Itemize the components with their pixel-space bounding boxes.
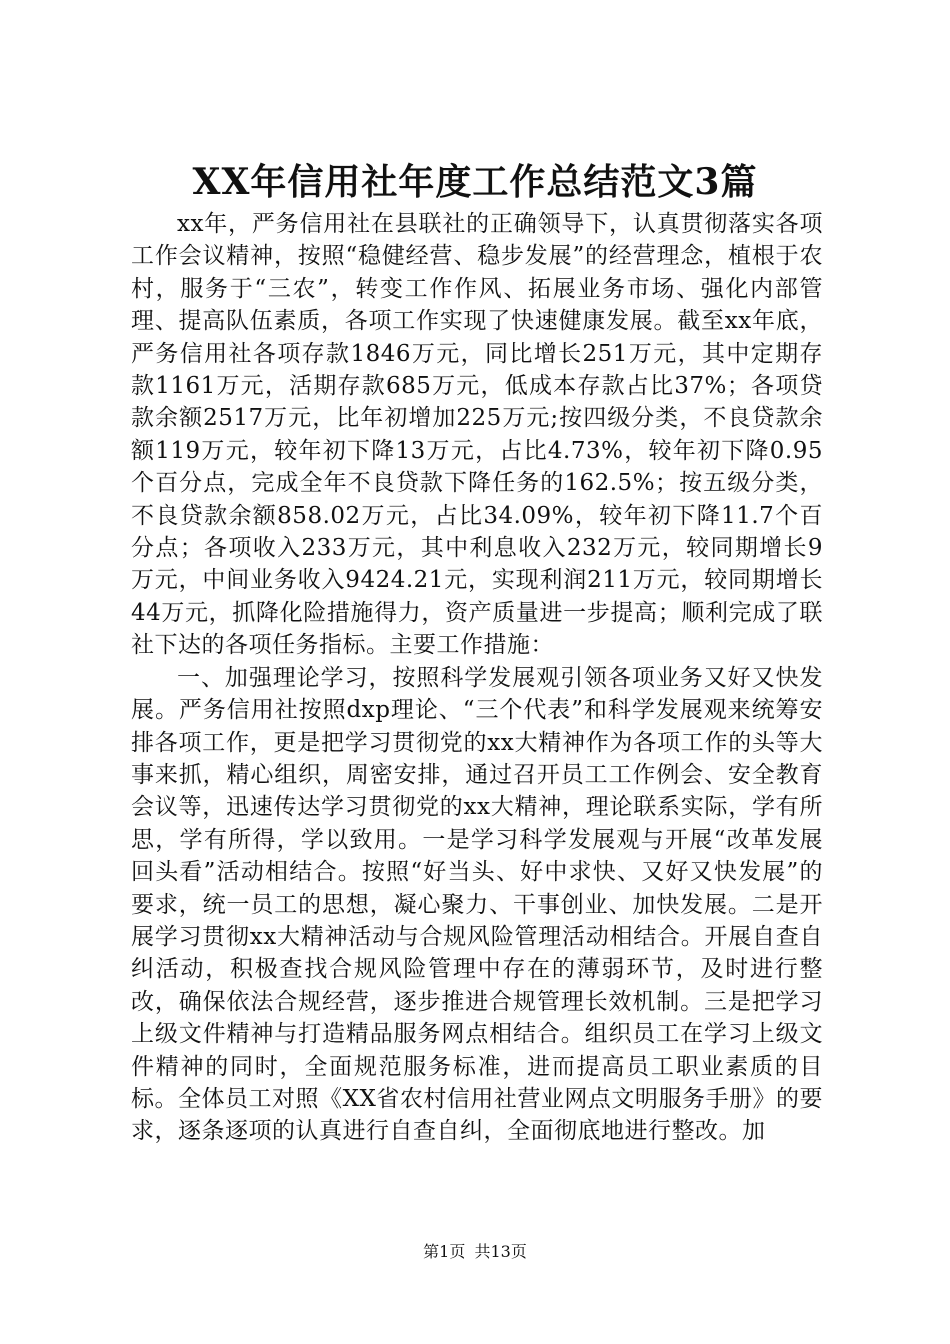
paragraph-intro: xx年，严务信用社在县联社的正确领导下，认真贯彻落实各项工作会议精神，按照“稳健经营、稳步发展”的经营理念，植根于农村，服务于“三农”，转变工作作风、拓展业务市场、强化内部管理、提高队伍素质，各项工作实现了快速健康发展。截至xx年底，严务信用社各项存款1846万元，同比增长251万元，其中定期存款1161万元，活期存款685万元，低成本存款占比37%；各项贷款余额2517万元，比年初增加225万元;按四级分类，不良贷款余额119万元，较年初下降13万元，占比4.73%，较年初下降0.95个百分点，完成全年不良贷款下降任务的162.5%；按五级分类，不良贷款余额858.02万元，占比34.09%，较年初下降11.7个百分点；各项收入233万元，其中利息收入232万元，较同期增长9万元，中间业务收入9424.21元，实现利润211万元，较同期增长44万元，抓降化险措施得力，资产质量进一步提高；顺利完成了联社下达的各项任务指标。主要工作措施： [131,211,823,659]
page-number-total: 共13页 [474,1242,527,1261]
paragraph-section-one: 一、加强理论学习，按照科学发展观引领各项业务又好又快发展。严务信用社按照dxp理论、“三个代表”和科学发展观来统筹安排各项工作，更是把学习贯彻党的xx大精神作为各项工作的头等大事来抓，精心组织，周密安排，通过召开员工工作例会、安全教育会议等，迅速传达学习贯彻党的xx大精神，理论联系实际，学有所思，学有所得，学以致用。一是学习科学发展观与开展“改革发展回头看”活动相结合。按照“好当头、好中求快、又好又快发展”的要求，统一员工的思想，凝心聚力、干事创业、加快发展。二是开展学习贯彻xx大精神活动与合规风险管理活动相结合。开展自查自纠活动，积极查找合规风险管理中存在的薄弱环节，及时进行整改，确保依法合规经营，逐步推进合规管理长效机制。三是把学习上级文件精神与打造精品服务网点相结合。组织员工在学习上级文件精神的同时，全面规范服务标准，进而提高员工职业素质的目标。全体员工对照《XX省农村信用社营业网点文明服务手册》的要求，逐条逐项的认真进行自查自纠，全面彻底地进行整改。加 [131,664,823,1145]
document-body [131,208,823,1148]
document-title: XX年信用社年度工作总结范文3篇 [192,161,758,203]
page-footer [0,1240,950,1264]
page-number-current: 第1页 [423,1242,466,1261]
